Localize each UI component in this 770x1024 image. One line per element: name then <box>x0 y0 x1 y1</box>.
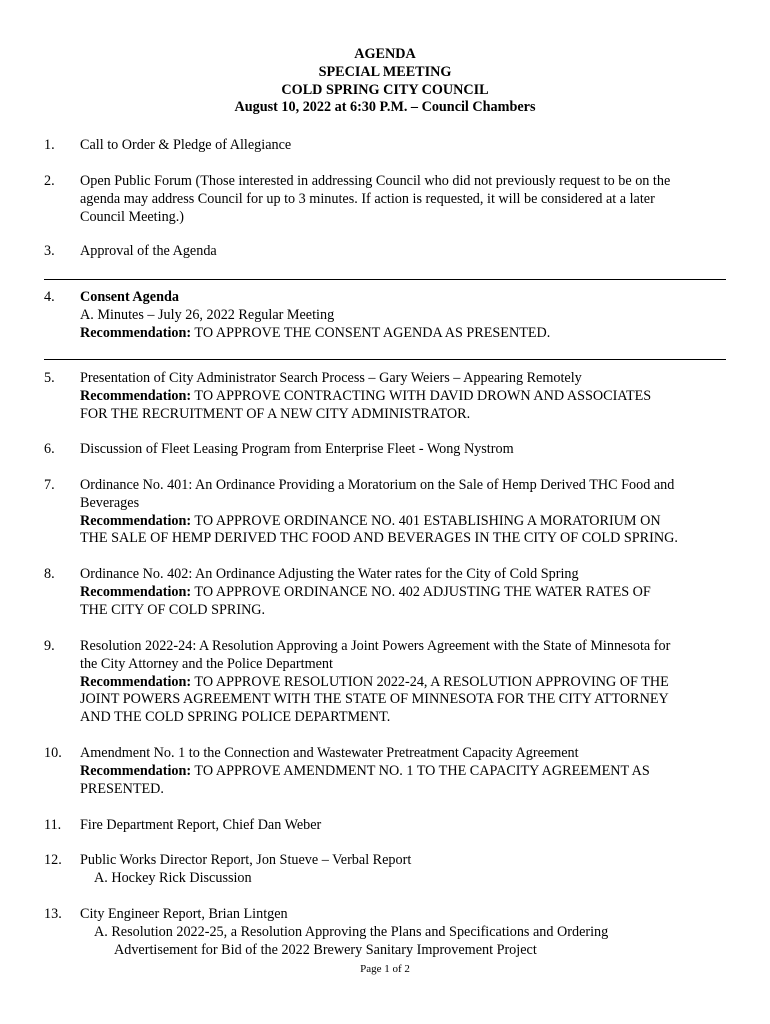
agenda-item-4 <box>44 289 724 342</box>
sub-item: A. Resolution 2022-25, a Resolution Approving the Plans and Specifications and Ordering <box>94 923 609 940</box>
item-title: Amendment No. 1 to the Connection and Wastewater Pretreatment Capacity Agreement <box>80 745 579 761</box>
agenda-item-8 <box>44 566 724 619</box>
agenda-item-13 <box>44 906 724 959</box>
item-title: City Engineer Report, Brian Lintgen <box>80 906 288 922</box>
recommendation <box>80 388 726 406</box>
agenda-header <box>0 46 770 117</box>
item-text-line: Open Public Forum (Those interested in addressing Council who did not previously request to be on the <box>80 173 671 189</box>
item-text-line: Council Meeting.) <box>80 208 185 225</box>
item-title: Fire Department Report, Chief Dan Weber <box>80 817 322 833</box>
item-title: Approval of the Agenda <box>80 243 217 259</box>
recommendation-label: Recommendation: <box>80 324 192 341</box>
recommendation <box>80 513 726 531</box>
recommendation <box>80 325 726 343</box>
recommendation-text: TO APPROVE ORDINANCE NO. 402 ADJUSTING THE WATER RATES OF <box>191 583 651 600</box>
recommendation-label: Recommendation: <box>80 387 192 404</box>
recommendation-text: TO APPROVE RESOLUTION 2022-24, A RESOLUTION APPROVING OF THE <box>191 673 669 690</box>
recommendation-label: Recommendation: <box>80 762 192 779</box>
recommendation-text: AND THE COLD SPRING POLICE DEPARTMENT. <box>80 709 391 726</box>
item-text-line: Beverages <box>80 494 140 511</box>
recommendation-text: TO APPROVE CONTRACTING WITH DAVID DROWN AND ASSOCIATES <box>191 387 652 404</box>
agenda-item-7 <box>44 477 724 548</box>
item-title: Discussion of Fleet Leasing Program from Enterprise Fleet - Wong Nystrom <box>80 441 514 457</box>
item-number: 5. <box>44 370 55 386</box>
item-number: 4. <box>44 289 55 305</box>
agenda-item-12 <box>44 852 724 888</box>
agenda-item-10 <box>44 745 724 798</box>
sub-item: A. Minutes – July 26, 2022 Regular Meeting <box>80 306 335 323</box>
item-number: 1. <box>44 137 55 153</box>
item-number: 2. <box>44 173 55 189</box>
item-title: Public Works Director Report, Jon Stueve – Verbal Report <box>80 852 412 868</box>
recommendation-label: Recommendation: <box>80 583 192 600</box>
item-text-line: agenda may address Council for up to 3 minutes. If action is requested, it will be considered at a later <box>80 190 655 207</box>
item-number: 8. <box>44 566 55 582</box>
agenda-item-5 <box>44 370 724 423</box>
recommendation-text: THE SALE OF HEMP DERIVED THC FOOD AND BEVERAGES IN THE CITY OF COLD SPRING. <box>80 530 678 547</box>
agenda-item-9 <box>44 638 724 727</box>
recommendation-label: Recommendation: <box>80 512 192 529</box>
item-title: Ordinance No. 402: An Ordinance Adjusting the Water rates for the City of Cold Spring <box>80 566 579 582</box>
item-number: 9. <box>44 638 55 654</box>
item-title: Consent Agenda <box>80 289 179 305</box>
agenda-item-1 <box>44 137 724 155</box>
header-date-location: August 10, 2022 at 6:30 P.M. – Council Chambers <box>234 99 536 116</box>
recommendation <box>80 584 726 602</box>
recommendation-label: Recommendation: <box>80 673 192 690</box>
agenda-item-6 <box>44 441 724 459</box>
recommendation <box>80 763 726 781</box>
item-number: 12. <box>44 852 62 868</box>
sub-item: A. Hockey Rick Discussion <box>94 869 252 886</box>
item-title: Call to Order & Pledge of Allegiance <box>80 137 292 153</box>
recommendation-text: FOR THE RECRUITMENT OF A NEW CITY ADMINISTRATOR. <box>80 405 471 422</box>
item-number: 7. <box>44 477 55 493</box>
section-divider <box>44 279 726 280</box>
recommendation <box>80 674 726 692</box>
recommendation-text: TO APPROVE THE CONSENT AGENDA AS PRESENTED. <box>191 324 551 341</box>
header-meeting-type: SPECIAL MEETING <box>318 63 452 80</box>
sub-item-continuation: Advertisement for Bid of the 2022 Brewery Sanitary Improvement Project <box>114 941 537 958</box>
recommendation-text: JOINT POWERS AGREEMENT WITH THE STATE OF MINNESOTA FOR THE CITY ATTORNEY <box>80 691 669 708</box>
item-number: 11. <box>44 817 62 833</box>
agenda-item-3 <box>44 243 724 261</box>
agenda-item-2 <box>44 173 724 226</box>
recommendation-text: TO APPROVE ORDINANCE NO. 401 ESTABLISHING A MORATORIUM ON <box>191 512 661 529</box>
item-title: Presentation of City Administrator Search Process – Gary Weiers – Appearing Remotely <box>80 370 582 386</box>
recommendation-text: TO APPROVE AMENDMENT NO. 1 TO THE CAPACITY AGREEMENT AS <box>191 762 650 779</box>
header-title: AGENDA <box>354 46 416 62</box>
item-text-line: the City Attorney and the Police Department <box>80 655 333 672</box>
item-text-line: Resolution 2022-24: A Resolution Approving a Joint Powers Agreement with the State of Minnesota for <box>80 638 671 654</box>
item-number: 13. <box>44 906 62 922</box>
page-number: Page 1 of 2 <box>360 963 410 975</box>
recommendation-text: PRESENTED. <box>80 780 164 797</box>
item-text-line: Ordinance No. 401: An Ordinance Providing a Moratorium on the Sale of Hemp Derived THC Food and <box>80 477 675 493</box>
item-number: 3. <box>44 243 55 259</box>
section-divider <box>44 359 726 360</box>
item-number: 6. <box>44 441 55 457</box>
header-council-name: COLD SPRING CITY COUNCIL <box>281 81 489 98</box>
recommendation-text: THE CITY OF COLD SPRING. <box>80 601 266 618</box>
item-number: 10. <box>44 745 62 761</box>
agenda-item-11 <box>44 817 724 835</box>
